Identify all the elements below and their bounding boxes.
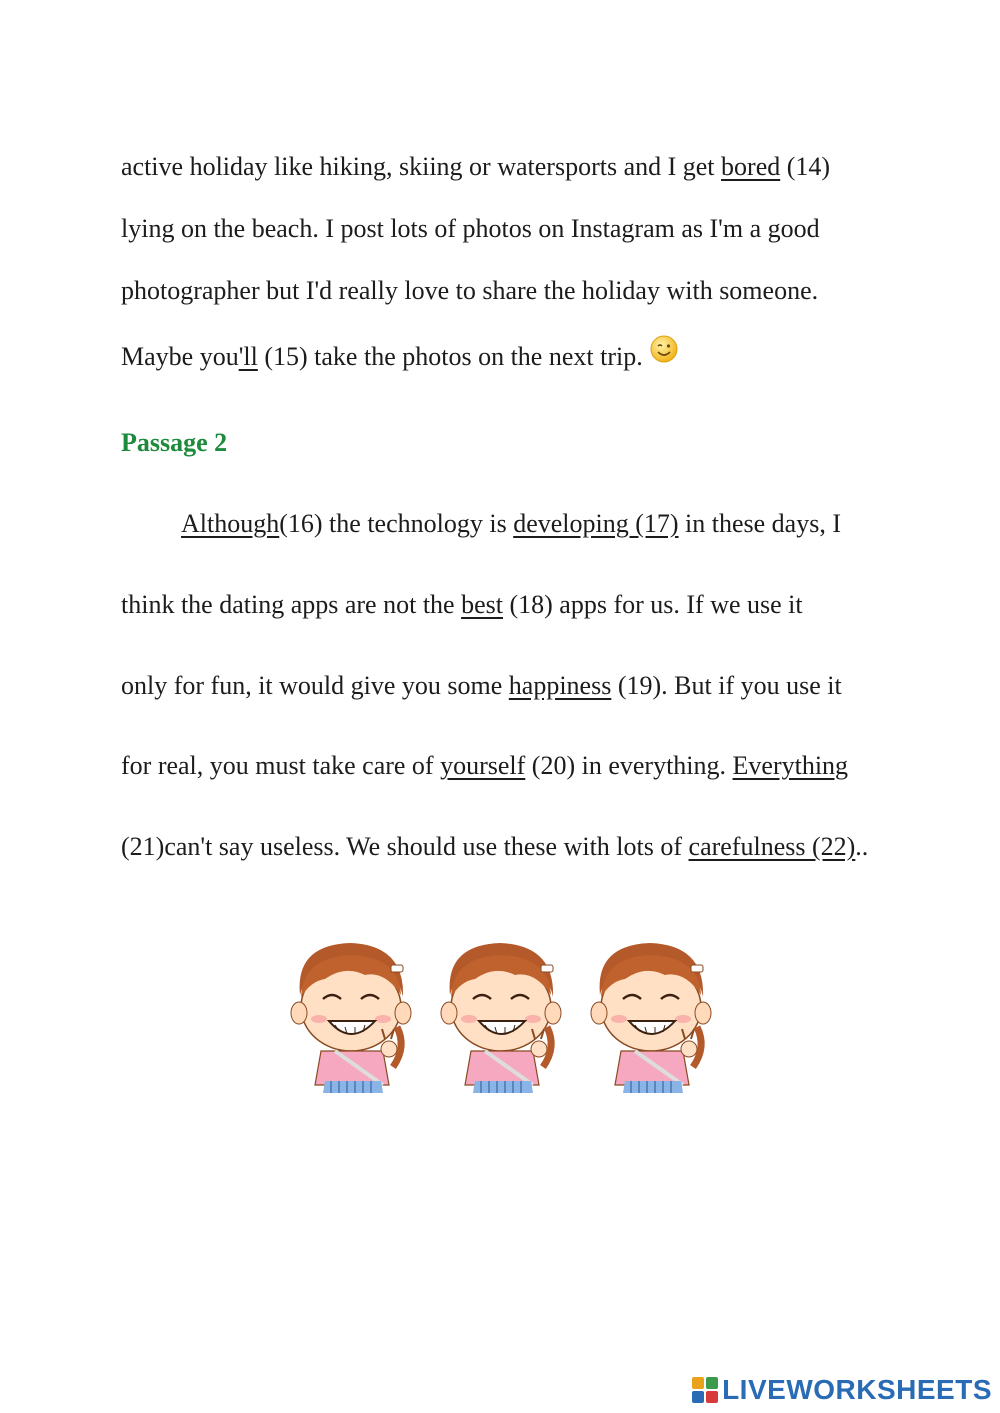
smiling-girl-illustration (585, 935, 720, 1093)
logo-grid-icon (692, 1377, 718, 1403)
logo-square (706, 1391, 718, 1403)
text-segment: .. (855, 832, 869, 861)
answer-everything: Everything (732, 751, 849, 780)
answer-happiness: happiness (508, 671, 612, 700)
passage2-line-3 (121, 671, 842, 701)
answer-carefulness: carefulness (22) (688, 832, 856, 861)
girls-illustration (285, 935, 725, 1095)
logo-text: LIVEWORKSHEETS (722, 1374, 992, 1405)
passage2-line-5 (121, 832, 868, 862)
text-segment: think the dating apps are not the (121, 590, 462, 619)
text-segment: for real, you must take care of (121, 751, 441, 780)
text-segment: (16) the technology is (279, 509, 514, 538)
text-segment: only for fun, it would give you some (121, 671, 509, 700)
answer-developing: developing (17) (513, 509, 679, 538)
text-segment: (19). But if you use it (611, 671, 842, 700)
text-segment: Maybe you (121, 342, 239, 371)
text-segment: (14) (780, 152, 831, 181)
answer-will: 'll (238, 342, 258, 371)
logo-square (692, 1391, 704, 1403)
text-segment: in these days, I (678, 509, 841, 538)
passage2-line-4 (121, 751, 848, 781)
text-segment: (21)can't say useless. We should use these with lots of (121, 832, 689, 861)
text-segment: (18) apps for us. If we use it (502, 590, 803, 619)
answer-although: Although (181, 509, 280, 538)
passage1-line-4 (121, 342, 679, 372)
answer-bored: bored (721, 152, 781, 181)
smiling-girl-illustration (285, 935, 420, 1093)
text-segment: (15) take the photos on the next trip. (257, 342, 643, 371)
winking-smiley-icon (649, 334, 679, 364)
logo-square (692, 1377, 704, 1389)
passage1-line-3: photographer but I'd really love to share the holiday with someone. (121, 276, 819, 305)
passage2-line-2 (121, 590, 803, 620)
logo-square (706, 1377, 718, 1389)
passage-2-heading: Passage 2 (121, 428, 228, 457)
answer-best: best (461, 590, 503, 619)
smiling-girl-illustration (435, 935, 570, 1093)
answer-yourself: yourself (440, 751, 526, 780)
passage1-line-2: lying on the beach. I post lots of photos on Instagram as I'm a good (121, 214, 820, 243)
passage2-line-1 (181, 509, 841, 539)
passage1-line-1 (121, 152, 830, 182)
text-segment: active holiday like hiking, skiing or watersports and I get (121, 152, 722, 181)
text-segment: (20) in everything. (525, 751, 733, 780)
liveworksheets-logo[interactable] (692, 1373, 992, 1407)
